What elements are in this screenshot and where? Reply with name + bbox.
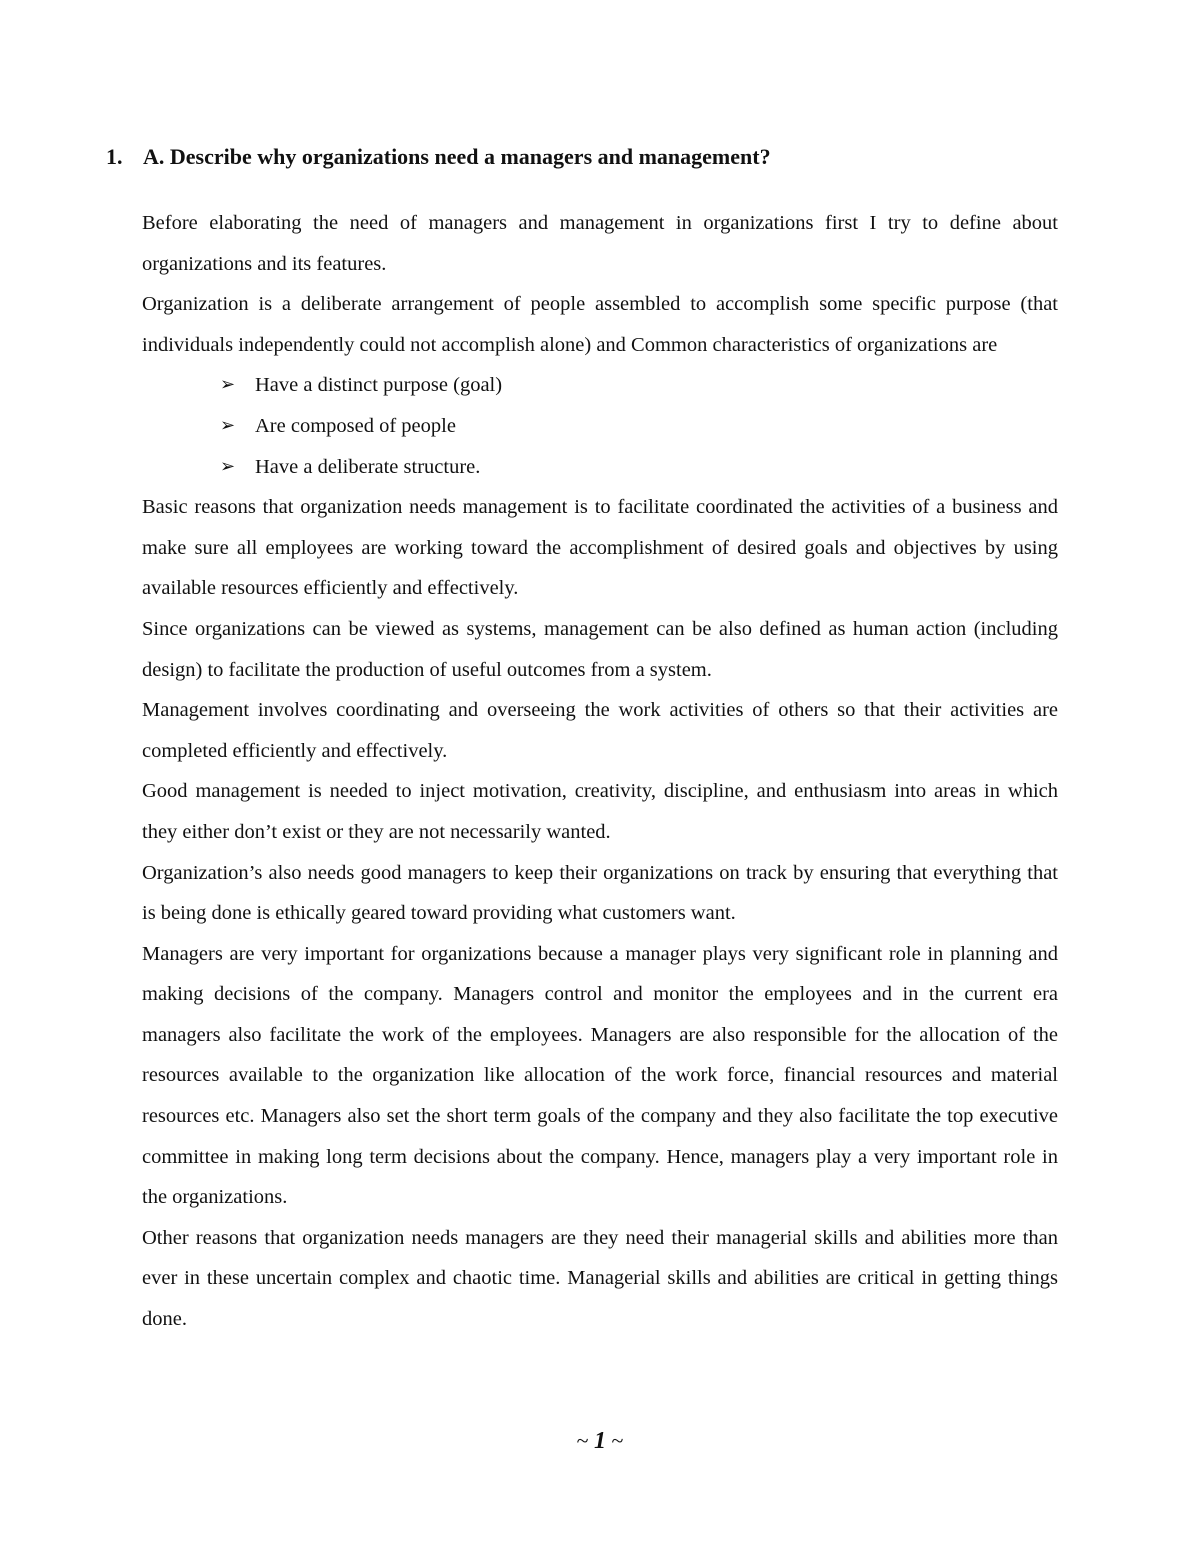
- question-heading: [106, 142, 1066, 172]
- footer-tilde-right: ~: [611, 1428, 624, 1453]
- paragraph-intro: Before elaborating the need of managers and management in organizations first I try to define about organizations and its features.: [142, 212, 1058, 275]
- list-item: [220, 365, 1058, 406]
- paragraph-basic-reasons: Basic reasons that organization needs management is to facilitate coordinated the activities of a business and make sure all employees are working toward the accomplishment of desired goals and objectives by using available resources efficiently and effectively.: [142, 496, 1058, 600]
- paragraph-systems: Since organizations can be viewed as systems, management can be also defined as human action (including design) to facilitate the production of useful outcomes from a system.: [142, 617, 1058, 681]
- arrowhead-right-icon: ➢: [220, 455, 236, 477]
- characteristics-list: [142, 365, 1058, 487]
- page-number: 1: [594, 1428, 606, 1454]
- list-item: [220, 406, 1058, 447]
- list-item: [220, 447, 1058, 488]
- list-item-text: Are composed of people: [255, 414, 456, 437]
- list-item-text: Have a deliberate structure.: [255, 455, 481, 478]
- paragraph-good-managers: Organization’s also needs good managers to keep their organizations on track by ensuring that everything that is being done is ethically geared toward providing what customers want.: [142, 861, 1058, 925]
- list-item-text: Have a distinct purpose (goal): [255, 374, 503, 397]
- arrowhead-right-icon: ➢: [220, 414, 236, 436]
- paragraph-organization-definition: Organization is a deliberate arrangement of people assembled to accomplish some specific purpose (that individuals independently could not accomplish alone) and Common characteristics of organizations are: [142, 293, 1058, 356]
- heading-number: 1.: [106, 144, 123, 169]
- page-footer: [0, 1426, 1200, 1456]
- paragraph-management-definition: Management involves coordinating and overseeing the work activities of others so that their activities are completed efficiently and effectively.: [142, 699, 1058, 762]
- heading-title: A. Describe why organizations need a managers and management?: [143, 144, 771, 169]
- answer-body: [142, 203, 1058, 1340]
- paragraph-other-reasons: Other reasons that organization needs managers are they need their managerial skills and abilities more than ever in these uncertain complex and chaotic time. Managerial skills and abilities are critical in getting things done.: [142, 1226, 1058, 1331]
- arrowhead-right-icon: ➢: [220, 374, 236, 396]
- paragraph-managers-importance: Managers are very important for organizations because a manager plays very significant role in planning and making decisions of the company. Managers control and monitor the employees and in the current era managers also facilitate the work of the employees. Managers are also responsible for the allocation of the resources available to the organization like allocation of the work force, financial resources and material resources etc. Managers also set the short term goals of the company and they also facilitate the top executive committee in making long term decisions about the company. Hence, managers play a very important role in the organizations.: [142, 942, 1058, 1209]
- paragraph-good-management: Good management is needed to inject motivation, creativity, discipline, and enthusiasm into areas in which they either don’t exist or they are not necessarily wanted.: [142, 780, 1058, 843]
- footer-tilde-left: ~: [576, 1428, 589, 1453]
